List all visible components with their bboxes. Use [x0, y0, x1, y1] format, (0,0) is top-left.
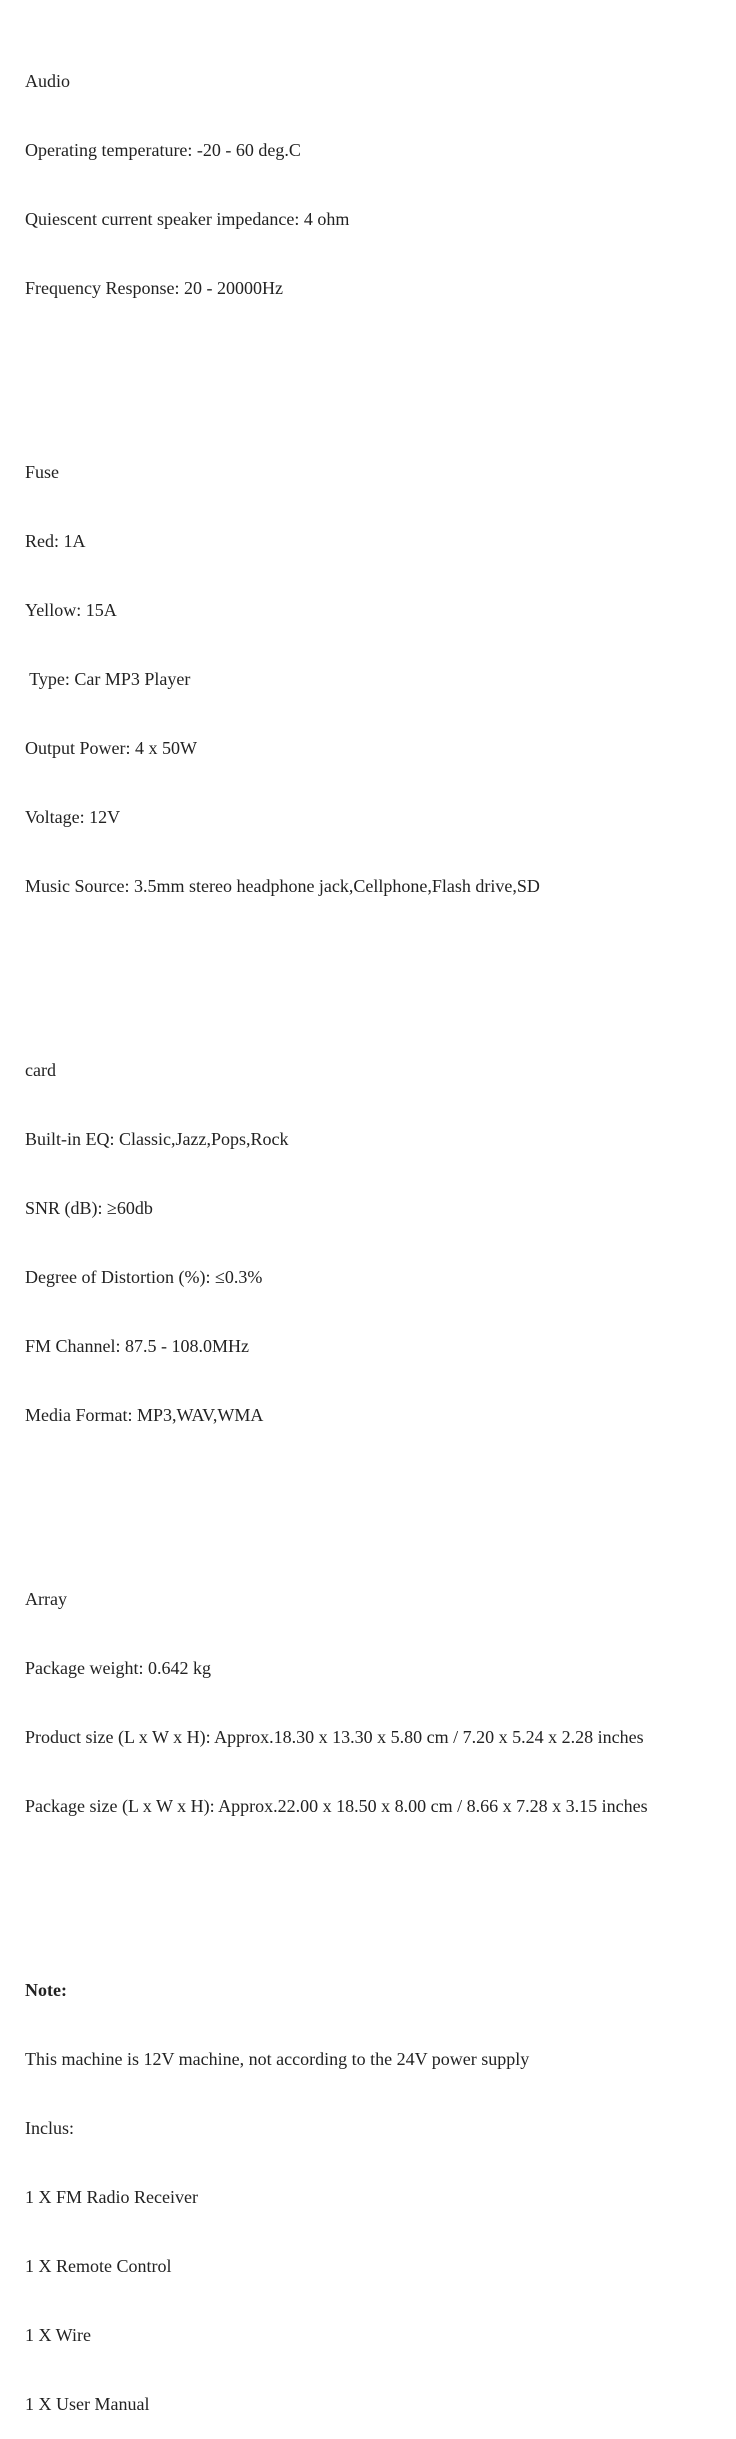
spec-line: Type: Car MP3 Player — [25, 669, 191, 689]
spacer — [25, 346, 648, 369]
package-item: 1 X Wire — [25, 2325, 91, 2345]
spacer — [25, 944, 648, 967]
spec-line: FM Channel: 87.5 - 108.0MHz — [25, 1336, 249, 1356]
spec-line: Package weight: 0.642 kg — [25, 1658, 211, 1678]
spec-line: Package size (L x W x H): Approx.22.00 x 18.50 x 8.00 cm / 8.66 x 7.28 x 3.15 inches — [25, 1796, 648, 1816]
spec-document — [25, 1, 648, 2439]
package-item: 1 X Remote Control — [25, 2256, 172, 2276]
spec-line: Voltage: 12V — [25, 807, 121, 827]
spec-line: Operating temperature: -20 - 60 deg.C — [25, 140, 301, 160]
spec-line: Quiescent current speaker impedance: 4 ohm — [25, 209, 350, 229]
section-heading-audio: Audio — [25, 71, 70, 91]
section-heading-array: Array — [25, 1589, 67, 1609]
package-item: 1 X User Manual — [25, 2394, 150, 2414]
spec-line: Output Power: 4 x 50W — [25, 738, 197, 758]
spec-line: Red: 1A — [25, 531, 86, 551]
spacer — [25, 1473, 648, 1496]
section-heading-fuse: Fuse — [25, 462, 60, 482]
package-item: 1 X FM Radio Receiver — [25, 2187, 198, 2207]
section-heading-card: card — [25, 1060, 56, 1080]
spec-line: Media Format: MP3,WAV,WMA — [25, 1405, 264, 1425]
note-heading: Note: — [25, 1980, 67, 2000]
spec-line: Built-in EQ: Classic,Jazz,Pops,Rock — [25, 1129, 289, 1149]
spec-line: SNR (dB): ≥60db — [25, 1198, 153, 1218]
spec-line: Yellow: 15A — [25, 600, 117, 620]
spacer — [25, 1864, 648, 1887]
spec-line: Frequency Response: 20 - 20000Hz — [25, 278, 283, 298]
spec-line: Music Source: 3.5mm stereo headphone jack,Cellphone,Flash drive,SD — [25, 876, 540, 896]
package-contents-label: Inclus: — [25, 2118, 74, 2138]
spec-line: Product size (L x W x H): Approx.18.30 x 13.30 x 5.80 cm / 7.20 x 5.24 x 2.28 inches — [25, 1727, 644, 1747]
note-line: This machine is 12V machine, not according to the 24V power supply — [25, 2049, 530, 2069]
spec-line: Degree of Distortion (%): ≤0.3% — [25, 1267, 263, 1287]
